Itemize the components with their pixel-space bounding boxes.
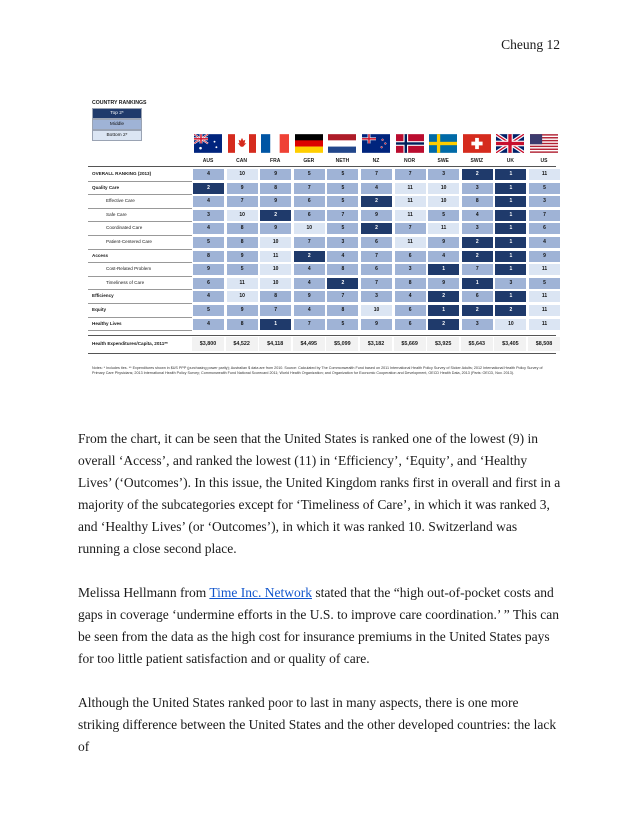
rank-cell: 11	[529, 169, 560, 180]
flag-nz-icon	[362, 134, 390, 153]
rank-cell: 9	[227, 183, 258, 194]
expenditure-cell: $3,800	[192, 337, 224, 351]
row-label: Access	[92, 252, 109, 258]
rank-cell: 1	[462, 278, 493, 289]
paragraph-2-intro: Melissa Hellmann from	[78, 585, 210, 600]
rank-cell: 1	[495, 183, 526, 194]
rank-cell: 4	[294, 305, 325, 316]
rank-cell: 11	[529, 264, 560, 275]
rank-cell: 2	[495, 305, 526, 316]
expenditure-cell: $5,643	[461, 337, 493, 351]
country-label: SWIZ	[470, 158, 484, 164]
flag-can-icon	[228, 134, 256, 153]
row-label: Effective Care	[106, 198, 135, 204]
rank-cell: 2	[361, 223, 392, 234]
rank-cell: 5	[294, 169, 325, 180]
rank-cell: 2	[260, 210, 291, 221]
country-label: CAN	[236, 158, 248, 164]
paragraph-2-rest: stated that the “high out-of-pocket costs and gaps in coverage ‘undermine efforts in the U.S. to improve care coordination.’ ” This can be seen from the data as the high cost for insurance premiums in the United States pays for too little patient satisfaction and or quality of care.	[78, 585, 559, 666]
expenditure-cell: $3,925	[427, 337, 459, 351]
rank-cell: 11	[529, 305, 560, 316]
rank-cell: 3	[395, 264, 426, 275]
row-divider	[88, 208, 192, 209]
rank-cell: 3	[495, 278, 526, 289]
rank-cell: 10	[227, 210, 258, 221]
rank-cell: 11	[227, 278, 258, 289]
country-label: AUS	[202, 158, 214, 164]
rank-cell: 5	[327, 169, 358, 180]
rank-cell: 7	[227, 196, 258, 207]
rank-cell: 6	[395, 319, 426, 330]
rank-cell: 4	[462, 210, 493, 221]
rank-cell: 9	[227, 251, 258, 262]
rank-cell: 1	[495, 264, 526, 275]
country-label: FRA	[270, 158, 281, 164]
rank-cell: 9	[428, 278, 459, 289]
rank-cell: 11	[529, 319, 560, 330]
rank-cell: 9	[361, 319, 392, 330]
row-label: Timeliness of Care	[106, 279, 145, 285]
rank-cell: 10	[260, 264, 291, 275]
rank-cell: 3	[462, 319, 493, 330]
country-label: NZ	[372, 158, 380, 164]
rank-cell: 6	[395, 251, 426, 262]
rank-cell: 5	[193, 305, 224, 316]
row-label: Coordinated Care	[106, 225, 143, 231]
rank-cell: 4	[193, 223, 224, 234]
row-label: OVERALL RANKING (2013)	[92, 171, 152, 176]
rank-cell: 2	[462, 169, 493, 180]
rank-cell: 6	[361, 264, 392, 275]
rank-cell: 8	[227, 223, 258, 234]
flag-us-icon	[530, 134, 558, 153]
rank-cell: 7	[294, 319, 325, 330]
rank-cell: 7	[361, 251, 392, 262]
rank-cell: 7	[462, 264, 493, 275]
rank-cell: 4	[327, 251, 358, 262]
rank-cell: 7	[361, 169, 392, 180]
rank-cell: 2	[462, 251, 493, 262]
rank-cell: 11	[395, 196, 426, 207]
rank-cell: 10	[260, 237, 291, 248]
rank-cell: 2	[462, 237, 493, 248]
rank-cell: 9	[260, 169, 291, 180]
rank-cell: 9	[260, 223, 291, 234]
expenditure-cell: $4,118	[259, 337, 291, 351]
flag-swe-icon	[429, 134, 457, 153]
row-label: Cost-Related Problem	[106, 266, 152, 272]
rank-cell: 8	[395, 278, 426, 289]
row-divider	[88, 194, 192, 195]
rank-cell: 6	[361, 237, 392, 248]
rank-cell: 5	[227, 264, 258, 275]
rank-cell: 8	[260, 183, 291, 194]
rank-cell: 10	[495, 319, 526, 330]
expenditure-label: Health Expenditures/Capita, 2011**	[92, 341, 168, 347]
rank-cell: 1	[495, 237, 526, 248]
country-label: GER	[303, 158, 315, 164]
page-number: Cheung 12	[501, 37, 560, 52]
rank-cell: 2	[428, 291, 459, 302]
rank-cell: 1	[260, 319, 291, 330]
rank-cell: 5	[327, 319, 358, 330]
rank-cell: 1	[428, 305, 459, 316]
rank-cell: 4	[428, 251, 459, 262]
rank-cell: 5	[193, 237, 224, 248]
rank-cell: 2	[361, 196, 392, 207]
rank-cell: 3	[462, 223, 493, 234]
rank-cell: 9	[294, 291, 325, 302]
rank-cell: 4	[193, 291, 224, 302]
expenditure-cell: $5,099	[326, 337, 358, 351]
rank-cell: 4	[395, 291, 426, 302]
country-label: NOR	[404, 158, 416, 164]
rank-cell: 9	[529, 251, 560, 262]
rank-cell: 1	[495, 169, 526, 180]
rank-cell: 9	[260, 196, 291, 207]
rank-cell: 2	[462, 305, 493, 316]
rank-cell: 10	[428, 183, 459, 194]
rank-cell: 2	[193, 183, 224, 194]
rank-cell: 4	[193, 319, 224, 330]
country-label: US	[540, 158, 548, 164]
rank-cell: 10	[428, 196, 459, 207]
flag-neth-icon	[328, 134, 356, 153]
rank-cell: 5	[529, 278, 560, 289]
rank-cell: 7	[327, 210, 358, 221]
rank-cell: 11	[395, 183, 426, 194]
rank-cell: 11	[428, 223, 459, 234]
rank-cell: 3	[428, 169, 459, 180]
rank-cell: 8	[260, 291, 291, 302]
row-divider	[88, 330, 192, 331]
rank-cell: 8	[327, 305, 358, 316]
paragraph-1: From the chart, it can be seen that the United States is ranked one of the lowest (9) in overall ‘Access’, and ranked the lowest (11) in ‘Efficiency’, ‘Equity’, and ‘Healthy Lives’ (‘Outcomes’). In this issue, the United Kingdom ranks first in overall and first in a majority of the subcategories except for ‘Timeliness of Care’, in which it was ranked 3, and ‘Healthy Lives’ (or ‘Outcomes’), in which it was ranked 10. Switzerland was running a close second place.	[78, 431, 561, 556]
country-label: UK	[506, 158, 514, 164]
rank-cell: 2	[327, 278, 358, 289]
time-inc-network-link[interactable]: Time Inc. Network	[209, 585, 312, 600]
rank-cell: 5	[327, 223, 358, 234]
expenditure-divider	[88, 335, 556, 336]
expenditure-cell: $5,669	[394, 337, 426, 351]
legend-bottom: Bottom 2*	[92, 130, 142, 141]
legend-top: Top 2*	[92, 108, 142, 119]
rank-cell: 7	[395, 169, 426, 180]
rank-cell: 10	[227, 291, 258, 302]
row-label: Equity	[92, 307, 107, 312]
rank-cell: 5	[428, 210, 459, 221]
rank-cell: 9	[428, 237, 459, 248]
expenditure-cell: $3,405	[494, 337, 526, 351]
rank-cell: 4	[529, 237, 560, 248]
rank-cell: 9	[361, 210, 392, 221]
rank-cell: 7	[294, 237, 325, 248]
rank-cell: 1	[495, 291, 526, 302]
rank-cell: 10	[361, 305, 392, 316]
row-label: Efficiency	[92, 293, 114, 299]
flag-ger-icon	[295, 134, 323, 153]
legend	[92, 100, 172, 141]
rank-cell: 7	[361, 278, 392, 289]
rank-cell: 1	[428, 264, 459, 275]
rank-cell: 2	[294, 251, 325, 262]
expenditure-cell: $4,522	[226, 337, 258, 351]
table-header-line	[88, 166, 556, 167]
rank-cell: 8	[327, 264, 358, 275]
country-label: SWE	[437, 158, 449, 164]
rank-cell: 3	[361, 291, 392, 302]
flag-swiz-icon	[463, 134, 491, 153]
row-label: Patient-Centered Care	[106, 239, 152, 244]
flag-nor-icon	[396, 134, 424, 153]
row-label: Healthy Lives	[92, 320, 122, 326]
rank-cell: 7	[529, 210, 560, 221]
rank-cell: 4	[193, 169, 224, 180]
expenditure-cell: $3,182	[360, 337, 392, 351]
row-label: Quality Care	[92, 184, 120, 190]
rank-cell: 6	[395, 305, 426, 316]
country-label: NETH	[335, 158, 350, 164]
flag-aus-icon	[194, 134, 222, 153]
rank-cell: 11	[395, 237, 426, 248]
rank-cell: 10	[260, 278, 291, 289]
flag-uk-icon	[496, 134, 524, 153]
rank-cell: 4	[361, 183, 392, 194]
rank-cell: 6	[294, 196, 325, 207]
rank-cell: 10	[227, 169, 258, 180]
rank-cell: 11	[260, 251, 291, 262]
rank-cell: 3	[529, 196, 560, 207]
figure-notes: Notes: * Includes ties. ** Expenditures shown in $US PPP (purchasing power parity); Australian $ data are from 2010. Source: Calculated by The Commonwealth Fund based on 2011 International Health Policy Survey of Sicker Adults; 2012 International Health Policy Survey of Primary Care Physicians; 2013 International Health Policy Survey; Commonwealth Fund National Scorecard 2011; World Health Organization; and Organization for Economic Cooperation and Development, OECD Health Data, 2013 (Paris: OECD, Nov. 2013).	[92, 366, 543, 375]
row-label: Safe Care	[106, 211, 127, 217]
legend-title: COUNTRY RANKINGS	[92, 100, 147, 106]
rank-cell: 6	[462, 291, 493, 302]
rank-cell: 4	[193, 196, 224, 207]
rank-cell: 8	[227, 237, 258, 248]
country-rankings-figure	[88, 96, 556, 404]
rank-cell: 6	[294, 210, 325, 221]
rank-cell: 11	[395, 210, 426, 221]
rank-cell: 1	[495, 251, 526, 262]
rank-cell: 5	[529, 183, 560, 194]
paragraph-3: Although the United States ranked poor to last in many aspects, there is one more striking difference between the United States and the other developed countries: the lack of	[78, 695, 557, 754]
rank-cell: 5	[327, 196, 358, 207]
paragraph-2	[78, 582, 562, 670]
expenditure-cell: $4,495	[293, 337, 325, 351]
rank-cell: 9	[227, 305, 258, 316]
rank-cell: 8	[462, 196, 493, 207]
rank-cell: 11	[529, 291, 560, 302]
table-bottom-line	[88, 353, 556, 354]
flag-fra-icon	[261, 134, 289, 153]
rank-cell: 5	[327, 183, 358, 194]
rank-cell: 7	[260, 305, 291, 316]
rank-cell: 10	[294, 223, 325, 234]
rank-cell: 8	[227, 319, 258, 330]
rank-cell: 9	[193, 264, 224, 275]
legend-middle: Middle	[92, 119, 142, 130]
rank-cell: 1	[495, 223, 526, 234]
rank-cell: 1	[495, 210, 526, 221]
expenditure-cell: $8,508	[528, 337, 560, 351]
rank-cell: 6	[529, 223, 560, 234]
rank-cell: 3	[193, 210, 224, 221]
rank-cell: 7	[294, 183, 325, 194]
rank-cell: 7	[395, 223, 426, 234]
rank-cell: 4	[294, 264, 325, 275]
rank-cell: 4	[294, 278, 325, 289]
rank-cell: 2	[428, 319, 459, 330]
rank-cell: 1	[495, 196, 526, 207]
rank-cell: 3	[462, 183, 493, 194]
rank-cell: 7	[327, 291, 358, 302]
rank-cell: 8	[193, 251, 224, 262]
rank-cell: 3	[327, 237, 358, 248]
rank-cell: 6	[193, 278, 224, 289]
